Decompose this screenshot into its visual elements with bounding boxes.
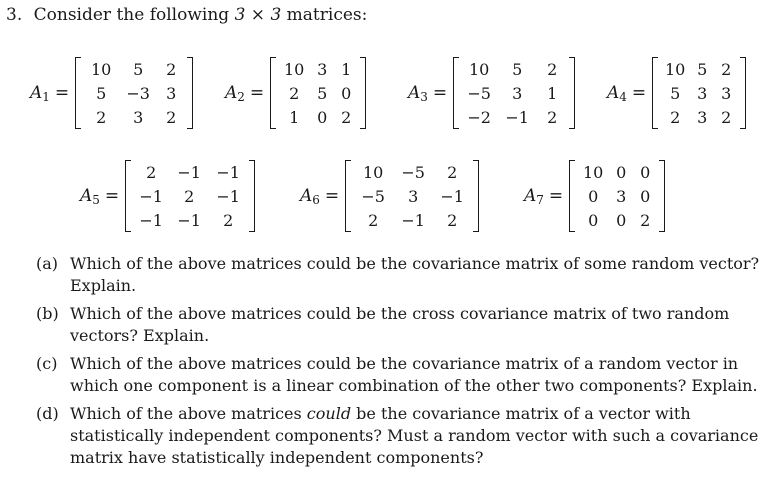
matrix-a6-label: $A_6$ = bbox=[300, 185, 340, 207]
matrix-cell: −1 bbox=[216, 186, 240, 206]
matrix-cell: 2 bbox=[166, 59, 177, 79]
matrix-cell: 5 bbox=[512, 59, 523, 79]
matrix-cell: 2 bbox=[289, 83, 300, 103]
left-bracket bbox=[270, 57, 276, 129]
matrix-a2-label: $A_2$ = bbox=[225, 82, 265, 104]
matrix-a5 bbox=[80, 156, 255, 236]
matrix-cell: 2 bbox=[146, 162, 157, 182]
matrix-cell: 10 bbox=[90, 59, 112, 79]
left-bracket bbox=[569, 160, 575, 232]
matrix-a2 bbox=[225, 53, 366, 133]
matrix-cell: 2 bbox=[447, 162, 458, 182]
matrix-cell: 0 bbox=[341, 83, 352, 103]
matrix-cell: −1 bbox=[216, 162, 240, 182]
matrix-a6 bbox=[300, 156, 479, 236]
question-label: (b) bbox=[36, 304, 59, 323]
matrix-cell: 2 bbox=[547, 107, 558, 127]
matrix-cell: 3 bbox=[166, 83, 177, 103]
matrix-cell: 0 bbox=[616, 162, 627, 182]
problem-intro-dims: 3 × 3 bbox=[234, 5, 282, 25]
matrix-a1-label: $A_1$ = bbox=[30, 82, 70, 104]
matrix-cell: 0 bbox=[616, 210, 627, 230]
matrix-cell: 1 bbox=[289, 107, 300, 127]
question-label: (a) bbox=[36, 254, 59, 273]
matrix-cell: −5 bbox=[361, 186, 385, 206]
matrix-cell: 3 bbox=[408, 186, 419, 206]
matrix-a6-body bbox=[345, 160, 479, 232]
matrix-a4-label: $A_4$ = bbox=[607, 82, 647, 104]
matrix-cell: −1 bbox=[139, 210, 163, 230]
matrix-cell: 2 bbox=[166, 107, 177, 127]
problem-intro-text: Consider the following bbox=[33, 5, 230, 25]
matrix-cell: −2 bbox=[467, 107, 491, 127]
matrix-cell: −5 bbox=[401, 162, 425, 182]
matrix-cell: −1 bbox=[401, 210, 425, 230]
matrix-cell: 0 bbox=[588, 186, 599, 206]
right-bracket bbox=[569, 57, 575, 129]
matrix-cell: 2 bbox=[721, 59, 732, 79]
matrix-cell: 3 bbox=[616, 186, 627, 206]
left-bracket bbox=[75, 57, 81, 129]
matrix-cell: 0 bbox=[640, 186, 651, 206]
matrix-cell: 3 bbox=[697, 107, 708, 127]
matrix-cell: 2 bbox=[640, 210, 651, 230]
right-bracket bbox=[473, 160, 479, 232]
matrix-cell: 2 bbox=[184, 186, 195, 206]
matrix-cell: 3 bbox=[721, 83, 732, 103]
matrix-cell: 2 bbox=[96, 107, 107, 127]
matrix-cell: −3 bbox=[126, 83, 150, 103]
matrix-cell: −1 bbox=[505, 107, 529, 127]
question-a bbox=[36, 253, 762, 297]
matrix-cell: 3 bbox=[697, 83, 708, 103]
question-d bbox=[36, 403, 762, 469]
matrix-cell: 5 bbox=[697, 59, 708, 79]
matrix-cell: 0 bbox=[317, 107, 328, 127]
matrix-a3-label: $A_3$ = bbox=[408, 82, 448, 104]
question-c bbox=[36, 353, 762, 397]
matrix-row-2 bbox=[0, 156, 766, 236]
left-bracket bbox=[453, 57, 459, 129]
matrix-a2-body bbox=[270, 57, 366, 129]
problem-number: 3. bbox=[6, 5, 23, 25]
matrix-cell: 2 bbox=[223, 210, 234, 230]
right-bracket bbox=[249, 160, 255, 232]
matrix-cell: 3 bbox=[317, 59, 328, 79]
matrix-a1 bbox=[30, 53, 193, 133]
matrix-a4-body bbox=[652, 57, 746, 129]
matrix-cell: 1 bbox=[341, 59, 352, 79]
emphasis: could bbox=[306, 404, 352, 423]
matrix-cell: 2 bbox=[368, 210, 379, 230]
matrix-a3-body bbox=[453, 57, 575, 129]
matrix-cell: 2 bbox=[447, 210, 458, 230]
problem-heading bbox=[6, 5, 367, 25]
right-bracket bbox=[659, 160, 665, 232]
matrix-cell: 5 bbox=[96, 83, 107, 103]
matrix-cell: 0 bbox=[640, 162, 651, 182]
matrix-cell: −5 bbox=[467, 83, 491, 103]
matrix-a3 bbox=[408, 53, 575, 133]
matrix-cell: −1 bbox=[440, 186, 464, 206]
matrix-cell: 0 bbox=[588, 210, 599, 230]
matrix-cell: −1 bbox=[177, 210, 201, 230]
matrix-cell: 10 bbox=[468, 59, 490, 79]
right-bracket bbox=[360, 57, 366, 129]
matrix-a1-body bbox=[75, 57, 193, 129]
matrix-a5-label: $A_5$ = bbox=[80, 185, 120, 207]
matrix-a5-body bbox=[125, 160, 255, 232]
matrix-cell: 3 bbox=[133, 107, 144, 127]
matrix-cell: 10 bbox=[582, 162, 604, 182]
right-bracket bbox=[740, 57, 746, 129]
left-bracket bbox=[125, 160, 131, 232]
question-text: Which of the above matrices could be the covariance matrix of a vector with statistically independent components? Must a random vector with such a covariance matrix have statistically independent components? bbox=[70, 404, 759, 467]
matrix-cell: 3 bbox=[512, 83, 523, 103]
left-bracket bbox=[652, 57, 658, 129]
matrix-cell: 1 bbox=[547, 83, 558, 103]
matrix-cell: 2 bbox=[721, 107, 732, 127]
matrix-cell: 5 bbox=[670, 83, 681, 103]
matrix-a7 bbox=[524, 156, 665, 236]
matrix-a7-body bbox=[569, 160, 665, 232]
matrix-cell: 2 bbox=[341, 107, 352, 127]
question-text: Which of the above matrices could be the cross covariance matrix of two random vectors? Explain. bbox=[70, 304, 730, 345]
matrix-a4 bbox=[607, 53, 746, 133]
matrix-cell: 2 bbox=[670, 107, 681, 127]
matrix-cell: −1 bbox=[139, 186, 163, 206]
matrix-cell: 10 bbox=[283, 59, 305, 79]
question-label: (c) bbox=[36, 354, 58, 373]
left-bracket bbox=[345, 160, 351, 232]
question-text: Which of the above matrices could be the covariance matrix of a random vector in which one component is a linear combination of the other two components? Explain. bbox=[70, 354, 758, 395]
matrix-cell: 10 bbox=[362, 162, 384, 182]
problem-intro-suffix: matrices: bbox=[286, 5, 368, 25]
matrix-cell: 10 bbox=[664, 59, 686, 79]
question-text: Which of the above matrices could be the covariance matrix of some random vector? Explain. bbox=[70, 254, 760, 295]
matrix-row-1 bbox=[0, 53, 766, 133]
question-label: (d) bbox=[36, 404, 59, 423]
matrix-cell: −1 bbox=[177, 162, 201, 182]
matrix-cell: 5 bbox=[133, 59, 144, 79]
matrix-cell: 2 bbox=[547, 59, 558, 79]
question-b bbox=[36, 303, 762, 347]
matrix-cell: 5 bbox=[317, 83, 328, 103]
matrix-a7-label: $A_7$ = bbox=[524, 185, 564, 207]
question-list bbox=[36, 253, 762, 475]
right-bracket bbox=[187, 57, 193, 129]
